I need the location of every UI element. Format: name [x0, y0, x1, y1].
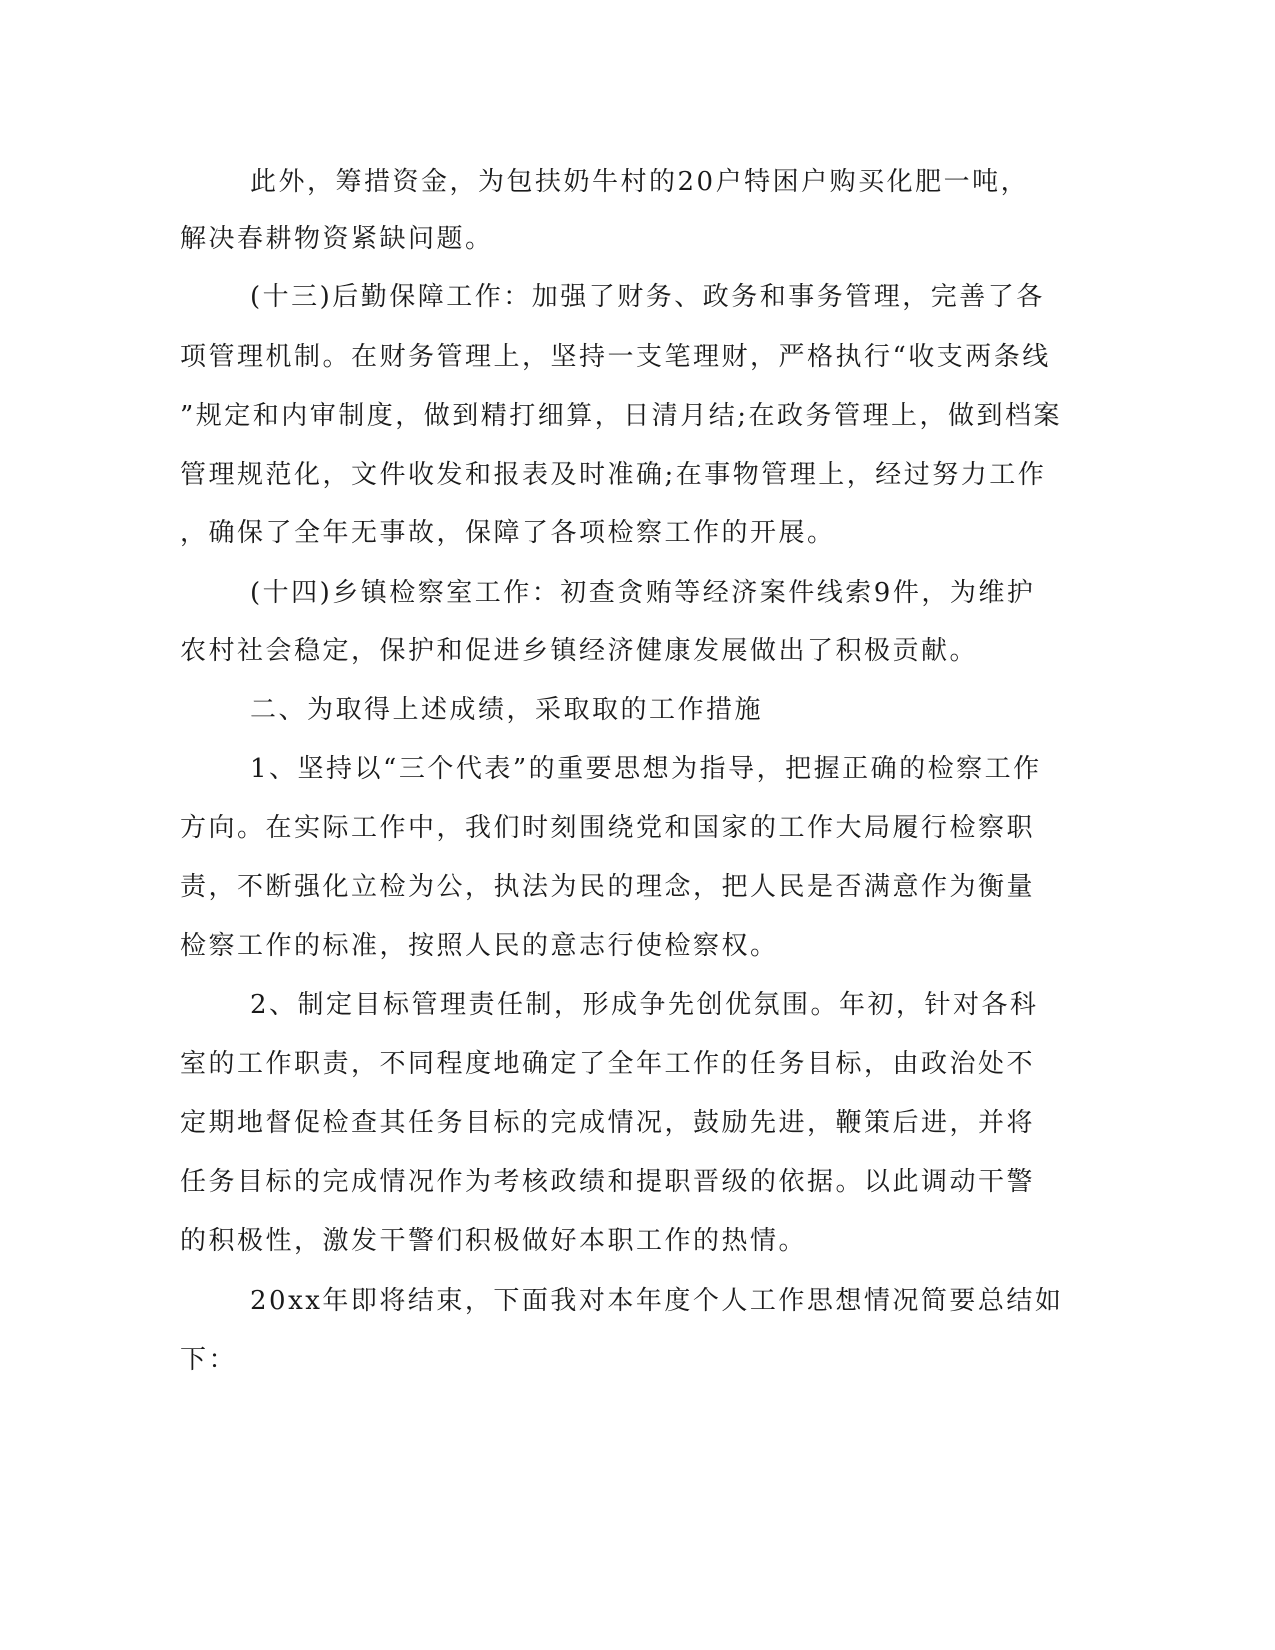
paragraph-line: 管理规范化，文件收发和报表及时准确;在事物管理上，经过努力工作 [180, 460, 1047, 490]
paragraph-line: 方向。在实际工作中，我们时刻围绕党和国家的工作大局履行检察职 [180, 813, 1036, 843]
paragraph-line: ，确保了全年无事故，保障了各项检察工作的开展。 [180, 518, 836, 548]
paragraph-line: 责，不断强化立检为公，执法为民的理念，把人民是否满意作为衡量 [180, 872, 1036, 902]
paragraph-line: 解决春耕物资紧缺问题。 [180, 224, 494, 254]
paragraph-line: 室的工作职责，不同程度地确定了全年工作的任务目标，由政治处不 [180, 1049, 1036, 1079]
paragraph-line: 20xx年即将结束，下面我对本年度个人工作思想情况简要总结如 [250, 1286, 1064, 1316]
paragraph-line: (十四)乡镇检察室工作：初查贪贿等经济案件线索9件，为维护 [250, 578, 1036, 608]
paragraph-line: 检察工作的标准，按照人民的意志行使检察权。 [180, 931, 779, 961]
paragraph-line: ”规定和内审制度，做到精打细算，日清月结;在政务管理上，做到档案 [180, 401, 1063, 431]
paragraph-line: 下： [180, 1345, 238, 1375]
paragraph-line: 任务目标的完成情况作为考核政绩和提职晋级的依据。以此调动干警 [180, 1167, 1036, 1197]
paragraph-line: 的积极性，激发干警们积极做好本职工作的热情。 [180, 1226, 808, 1256]
paragraph-line: 1、坚持以“三个代表”的重要思想为指导，把握正确的检察工作 [250, 754, 1042, 784]
paragraph-line: 2、制定目标管理责任制，形成争先创优氛围。年初，针对各科 [250, 990, 1039, 1020]
paragraph-line: 农村社会稳定，保护和促进乡镇经济健康发展做出了积极贡献。 [180, 636, 979, 666]
paragraph-line: 定期地督促检查其任务目标的完成情况，鼓励先进，鞭策后进，并将 [180, 1108, 1036, 1138]
paragraph-line: 项管理机制。在财务管理上，坚持一支笔理财，严格执行“收支两条线 [180, 342, 1051, 372]
paragraph-line: 此外，筹措资金，为包扶奶牛村的20户特困户购买化肥一吨， [250, 167, 1030, 197]
section-heading: 二、为取得上述成绩，采取取的工作措施 [250, 695, 764, 725]
paragraph-line: (十三)后勤保障工作：加强了财务、政务和事务管理，完善了各 [250, 282, 1045, 312]
